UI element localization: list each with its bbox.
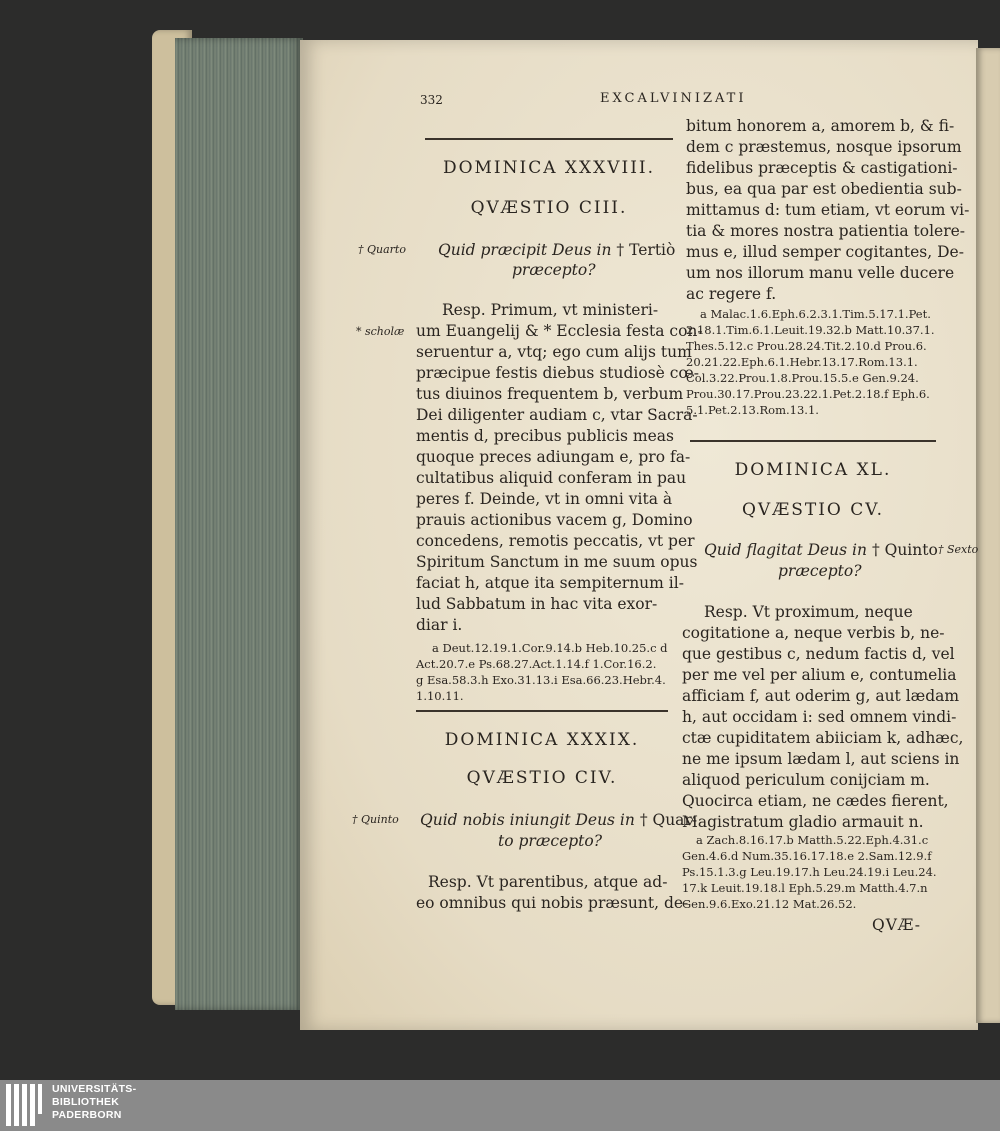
- reference-line: a Deut.12.19.1.Cor.9.14.b Heb.10.25.c d: [432, 641, 668, 655]
- text-line: per me vel per alium e, contumelia: [682, 666, 957, 684]
- question-line: [704, 540, 938, 560]
- section-rule: [416, 710, 668, 712]
- text-line: cogitatione a, neque verbis b, ne-: [682, 624, 945, 642]
- text-line: bus, ea qua par est obedientia sub-: [686, 180, 962, 198]
- text-line: ne me ipsum lædam l, aut sciens in: [682, 750, 960, 768]
- text-line: h, aut occidam i: sed omnem vindi-: [682, 708, 957, 726]
- reference-line: a Zach.8.16.17.b Matth.5.22.Eph.4.31.c: [696, 833, 929, 847]
- page-number: 332: [420, 93, 443, 107]
- library-name-line2: BIBLIOTHEK: [52, 1096, 120, 1108]
- section-rule: [425, 138, 673, 140]
- library-name-line3: PADERBORN: [52, 1109, 122, 1121]
- text-line: Resp. Vt parentibus, atque ad-: [428, 873, 668, 891]
- library-footer: [0, 1080, 1000, 1131]
- text-line: um nos illorum manu velle ducere: [686, 264, 955, 282]
- reference-line: a Malac.1.6.Eph.6.2.3.1.Tim.5.17.1.Pet.: [700, 307, 931, 321]
- dominica-40-heading: DOMINICA XL.: [734, 460, 892, 480]
- reference-line: Gen.4.6.d Num.35.16.17.18.e 2.Sam.12.9.f: [682, 849, 932, 863]
- reference-line: 2.18.1.Tim.6.1.Leuit.19.32.b Matt.10.37.1.: [686, 323, 935, 337]
- quaestio-104-heading: QVÆSTIO CIV.: [466, 768, 618, 788]
- catchword: QVÆ-: [872, 916, 921, 934]
- question-italic: Quid flagitat Deus in: [704, 541, 867, 559]
- text-line: ctæ cupiditatem abiiciam k, adhæc,: [682, 729, 964, 747]
- text-line: mus e, illud semper cogitantes, De-: [686, 243, 964, 261]
- text-line: um Euangelij & * Ecclesia festa con-: [416, 322, 703, 340]
- reference-line: 1.10.11.: [416, 689, 464, 703]
- reference-line: Ps.15.1.3.g Leu.19.17.h Leu.24.19.i Leu.24.: [682, 865, 937, 879]
- quaestio-103-heading: QVÆSTIO CIII.: [470, 198, 628, 218]
- question-line-2: præcepto?: [778, 562, 862, 580]
- text-line: que gestibus c, nedum factis d, vel: [682, 645, 955, 663]
- text-line: Magistratum gladio armauit n.: [682, 813, 924, 831]
- text-line: faciat h, atque ita sempiternum il-: [416, 574, 684, 592]
- library-name-line1: UNIVERSITÄTS-: [52, 1083, 137, 1095]
- text-line: mittamus d: tum etiam, vt eorum vi-: [686, 201, 970, 219]
- page-edges: [175, 38, 303, 1010]
- library-logo-icon: [6, 1084, 46, 1126]
- question-line: [438, 240, 675, 260]
- text-line: bitum honorem a, amorem b, & fi-: [686, 117, 955, 135]
- text-line: fidelibus præceptis & castigationi-: [686, 159, 958, 177]
- text-line: Quocirca etiam, ne cædes fierent,: [682, 792, 949, 810]
- margin-note: † Quarto: [358, 243, 406, 256]
- text-line: mentis d, precibus publicis meas: [416, 427, 674, 445]
- quaestio-105-heading: QVÆSTIO CV.: [742, 500, 884, 520]
- question-line-2: præcepto?: [512, 261, 596, 279]
- text-line: Resp. Primum, vt ministeri-: [442, 301, 659, 319]
- text-line: eo omnibus qui nobis præsunt, de-: [416, 894, 689, 912]
- margin-note: * scholæ: [356, 325, 405, 338]
- margin-note: † Sexto: [938, 543, 979, 556]
- reference-line: 17.k Leuit.19.18.l Eph.5.29.m Matth.4.7.n: [682, 881, 928, 895]
- text-line: aliquod periculum conijciam m.: [682, 771, 930, 789]
- text-line: Spiritum Sanctum in me suum opus: [416, 553, 698, 571]
- text-line: seruentur a, vtq; ego cum alijs tum: [416, 343, 692, 361]
- text-line: prauis actionibus vacem g, Domino: [416, 511, 693, 529]
- text-line: præcipue festis diebus studiosè cœ-: [416, 364, 699, 382]
- reference-line: Gen.9.6.Exo.21.12 Mat.26.52.: [682, 897, 857, 911]
- text-line: diar i.: [416, 616, 463, 634]
- text-line: cultatibus aliquid conferam in pau: [416, 469, 687, 487]
- reference-line: 20.21.22.Eph.6.1.Hebr.13.17.Rom.13.1.: [686, 355, 918, 369]
- text-line: quoque preces adiungam e, pro fa-: [416, 448, 691, 466]
- text-line: tia & mores nostra patientia tolere-: [686, 222, 966, 240]
- dominica-38-heading: DOMINICA XXXVIII.: [442, 158, 656, 178]
- text-line: concedens, remotis peccatis, vt per: [416, 532, 695, 550]
- text-line: peres f. Deinde, vt in omni vita à: [416, 490, 673, 508]
- text-line: afficiam f, aut oderim g, aut lædam: [682, 687, 960, 705]
- reference-line: Col.3.22.Prou.1.8.Prou.15.5.e Gen.9.24.: [686, 371, 919, 385]
- next-page-edge: [976, 48, 1000, 1023]
- question-rest: † Quinto: [871, 541, 938, 559]
- section-rule: [690, 440, 936, 442]
- reference-line: Act.20.7.e Ps.68.27.Act.1.14.f 1.Cor.16.2.: [416, 657, 657, 671]
- text-line: lud Sabbatum in hac vita exor-: [416, 595, 658, 613]
- question-rest: † Quar-: [639, 811, 698, 829]
- question-rest: † Tertiò: [616, 241, 676, 259]
- reference-line: Thes.5.12.c Prou.28.24.Tit.2.10.d Prou.6.: [686, 339, 927, 353]
- reference-line: g Esa.58.3.h Exo.31.13.i Esa.66.23.Hebr.4.: [416, 673, 666, 687]
- text-line: Resp. Vt proximum, neque: [704, 603, 913, 621]
- dominica-39-heading: DOMINICA XXXIX.: [444, 730, 640, 750]
- text-line: dem c præstemus, nosque ipsorum: [686, 138, 962, 156]
- text-line: ac regere f.: [686, 285, 777, 303]
- question-italic: Quid nobis iniungit Deus in: [420, 811, 635, 829]
- question-italic: Quid præcipit Deus in: [438, 241, 612, 259]
- reference-line: Prou.30.17.Prou.23.22.1.Pet.2.18.f Eph.6.: [686, 387, 930, 401]
- margin-note: † Quinto: [352, 813, 399, 826]
- text-line: tus diuinos frequentem b, verbum: [416, 385, 684, 403]
- question-line-2: to præcepto?: [498, 832, 603, 850]
- text-line: Dei diligenter audiam c, vtar Sacra-: [416, 406, 698, 424]
- reference-line: 5.1.Pet.2.13.Rom.13.1.: [686, 403, 819, 417]
- question-line: [420, 810, 697, 830]
- running-head: EXCALVINIZATI: [600, 91, 747, 106]
